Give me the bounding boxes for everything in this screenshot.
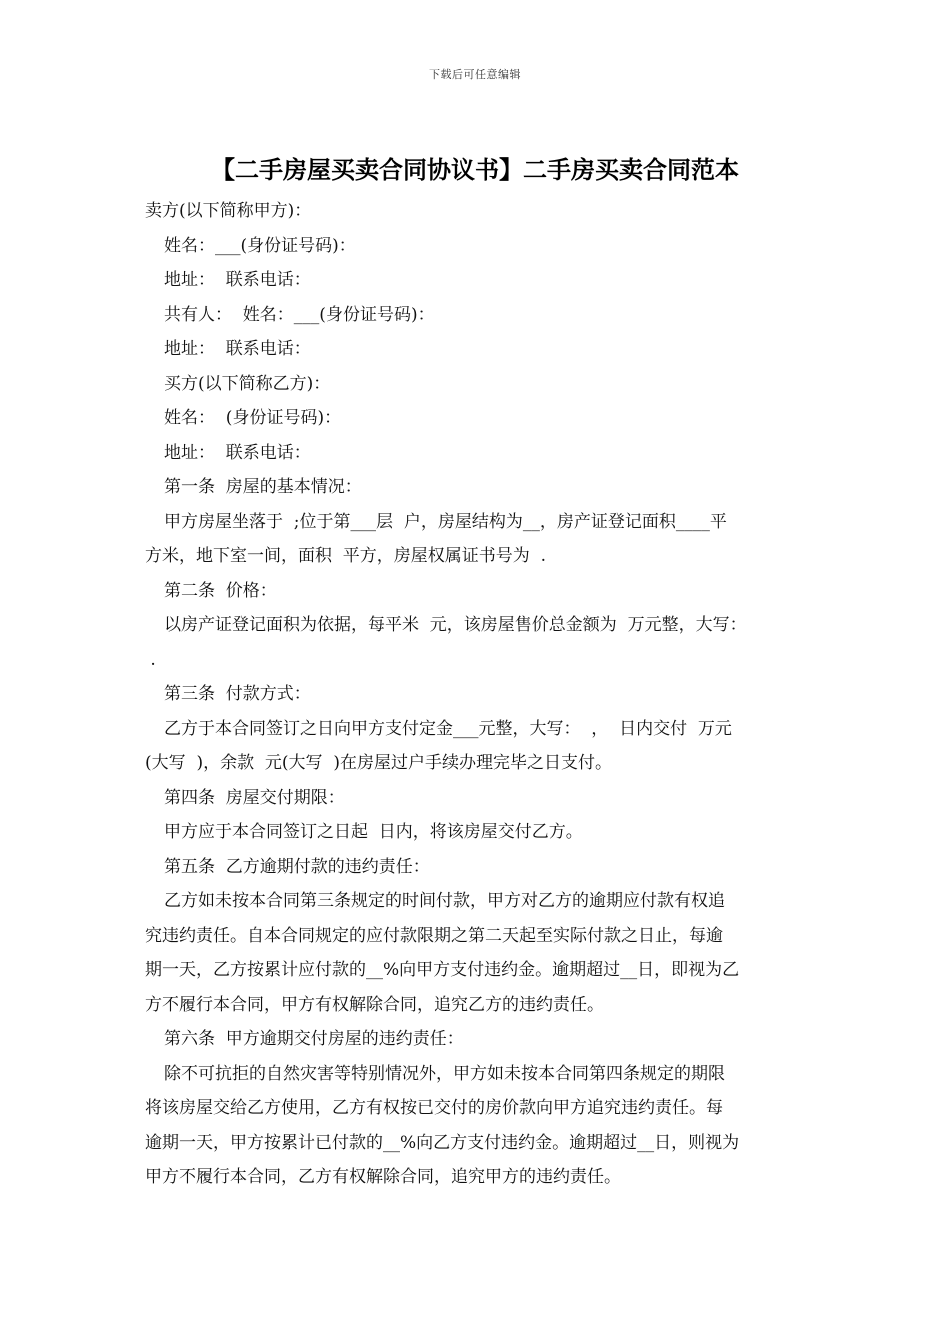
article-4-text-line: 甲方应于本合同签订之日起 日内，将该房屋交付乙方。 — [164, 822, 583, 842]
article-6-text-line: 将该房屋交给乙方使用，乙方有权按已交付的房价款向甲方追究违约责任。每 — [145, 1098, 723, 1118]
article-2-text-line: . — [145, 649, 156, 670]
article-5-heading: 第五条 乙方逾期付款的违约责任： — [164, 856, 430, 877]
article-6-text-line: 甲方不履行本合同，乙方有权解除合同，追究甲方的违约责任。 — [145, 1167, 621, 1187]
seller-address-line: 地址： 联系电话： — [164, 270, 311, 290]
buyer-name-line: 姓名： (身份证号码)： — [164, 408, 342, 428]
article-6-heading: 第六条 甲方逾期交付房屋的违约责任： — [164, 1029, 464, 1049]
article-3-heading: 第三条 付款方式： — [164, 684, 311, 704]
contract-body — [145, 194, 813, 1195]
article-1-heading: 第一条 房屋的基本情况： — [164, 477, 362, 497]
article-1-text-line: 甲方房屋坐落于 ;位于第___层 户，房屋结构为__，房产证登记面积____平 — [164, 511, 727, 532]
article-2-text-line: 以房产证登记面积为依据，每平米 元，该房屋售价总金额为 万元整，大写： — [164, 615, 747, 635]
co-owner-line: 共有人： 姓名：___(身份证号码)： — [164, 304, 435, 325]
article-6-text-line: 除不可抗拒的自然灾害等特别情况外，甲方如未按本合同第四条规定的期限 — [164, 1063, 725, 1084]
article-3-text-line: (大写 )，余款 元(大写 )在房屋过户手续办理完毕之日支付。 — [145, 753, 612, 773]
article-5-text-line: 方不履行本合同，甲方有权解除合同，追究乙方的违约责任。 — [145, 994, 604, 1015]
buyer-address-line: 地址： 联系电话： — [164, 442, 311, 463]
co-owner-address-line: 地址： 联系电话： — [164, 339, 311, 359]
article-3-text-line: 乙方于本合同签订之日向甲方支付定金___元整，大写： ， 日内交付 万元 — [164, 718, 732, 739]
header-note: 下载后可任意编辑 — [429, 68, 521, 81]
document-title: 【二手房屋买卖合同协议书】二手房买卖合同范本 — [211, 156, 739, 184]
seller-heading: 卖方(以下简称甲方)： — [145, 201, 312, 221]
article-5-text-line: 期一天，乙方按累计应付款的__%向甲方支付违约金。逾期超过__日，即视为乙 — [145, 960, 740, 980]
buyer-heading: 买方(以下简称乙方)： — [164, 373, 331, 394]
article-4-heading: 第四条 房屋交付期限： — [164, 787, 345, 808]
article-6-text-line: 逾期一天，甲方按累计已付款的__%向乙方支付违约金。逾期超过__日，则视为 — [145, 1132, 740, 1153]
article-5-text-line: 究违约责任。自本合同规定的应付款限期之第二天起至实际付款之日止，每逾 — [145, 925, 723, 946]
article-5-text-line: 乙方如未按本合同第三条规定的时间付款，甲方对乙方的逾期应付款有权追 — [164, 891, 725, 911]
article-1-text-line: 方米，地下室一间，面积 平方，房屋权属证书号为 . — [145, 546, 547, 566]
article-2-heading: 第二条 价格： — [164, 580, 277, 601]
seller-name-line: 姓名：___(身份证号码)： — [164, 235, 356, 256]
